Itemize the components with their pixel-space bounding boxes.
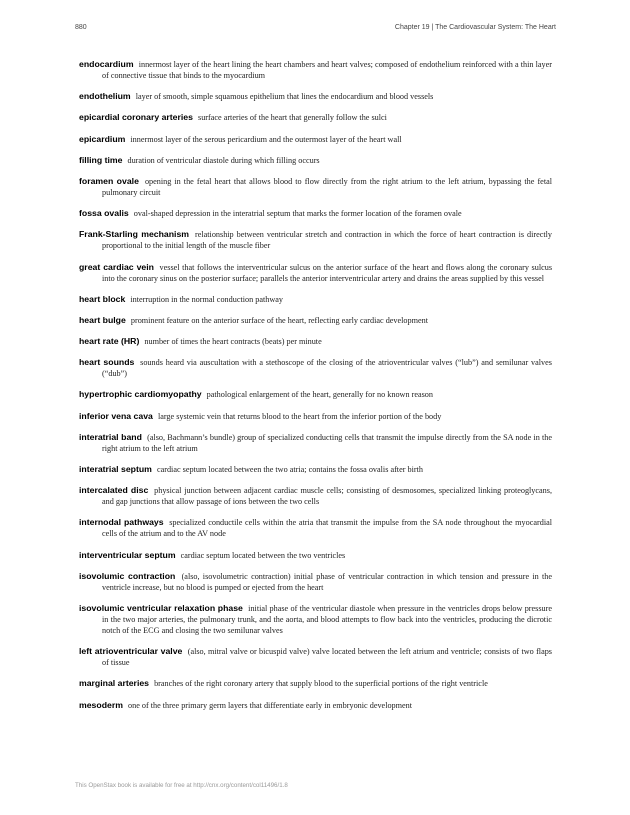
glossary-entry (79, 517, 552, 539)
glossary-term: heart sounds (79, 357, 135, 368)
glossary-entry (79, 91, 552, 102)
glossary-definition: branches of the right coronary artery that supply blood to the superficial portions of the right ventricle (154, 679, 488, 689)
glossary-entry (79, 646, 552, 668)
glossary-term: filling time (79, 154, 123, 165)
glossary-definition: pathological enlargement of the heart, generally for no known reason (206, 390, 433, 400)
glossary-definition: surface arteries of the heart that generally follow the sulci (198, 113, 387, 123)
glossary-definition: specialized conductile cells within the atria that transmit the impulse from the SA node throughout the myocardial cells of the atrium and to the AV node (102, 518, 553, 539)
glossary-term: heart bulge (79, 314, 126, 325)
glossary-term: heart block (79, 293, 126, 304)
glossary-definition: relationship between ventricular stretch and contraction in which the force of heart contraction is directly proportional to the initial length of the muscle fiber (102, 230, 553, 251)
glossary-term: Frank-Starling mechanism (79, 229, 190, 240)
glossary-term: endocardium (79, 59, 134, 69)
glossary-definition: (also, mitral valve or bicuspid valve) valve located between the left atrium and ventricle; consists of two flaps of tissue (102, 647, 552, 668)
glossary-term: internodal pathways (79, 517, 164, 528)
glossary-definition: innermost layer of the serous pericardium and the outermost layer of the heart wall (130, 134, 402, 144)
glossary-definition: number of times the heart contracts (beats) per minute (144, 337, 322, 347)
glossary-entry (79, 432, 552, 454)
glossary-term: inferior vena cava (79, 410, 153, 421)
glossary-entry (79, 603, 552, 636)
glossary-term: interatrial septum (79, 464, 152, 474)
glossary-entry (79, 700, 552, 711)
glossary-entry (79, 550, 552, 561)
glossary-entry (79, 678, 552, 689)
glossary-definition: (also, Bachmann’s bundle) group of specialized conducting cells that transmit the impulse directly from the SA node in the right atrium to the left atrium (102, 432, 552, 453)
glossary-entry (79, 411, 552, 422)
glossary-entry (79, 357, 552, 379)
glossary-term: marginal arteries (79, 678, 150, 689)
glossary-entry (79, 389, 552, 400)
glossary-term: endothelium (79, 91, 131, 102)
glossary-term: left atrioventricular valve (79, 646, 183, 657)
glossary-definition: one of the three primary germ layers that differentiate early in embryonic development (128, 700, 413, 710)
glossary-definition: innermost layer of the heart lining the heart chambers and heart valves; composed of endothelium reinforced with a thin layer of connective tissue that binds to the myocardium (102, 60, 553, 80)
glossary-definition: cardiac septum located between the two ventricles (180, 550, 346, 560)
glossary-definition: initial phase of the ventricular diastole when pressure in the ventricles drops below pressure in the two major arteries, the pulmonary trunk, and the aorta, and blood attempts to flow back into the ventricles, producing the dicrotic notch of the ECG and closing the two semilunar valves (102, 603, 552, 635)
glossary-entry (79, 134, 552, 145)
glossary-term: interventricular septum (79, 549, 176, 560)
glossary-term: fossa ovalis (79, 208, 129, 219)
glossary-term: isovolumic contraction (79, 570, 176, 581)
glossary-definition: prominent feature on the anterior surface of the heart, reflecting early cardiac development (130, 315, 428, 325)
glossary-entry (79, 112, 552, 123)
glossary-definition: vessel that follows the interventricular sulcus on the anterior surface of the heart and flows along the coronary sulcus into the coronary sinus on the posterior surface; parallels the anterior interventricular artery and drains the areas supplied by this vessel (102, 262, 553, 283)
glossary-entry (79, 464, 552, 475)
glossary-term: isovolumic ventricular relaxation phase (79, 602, 243, 613)
glossary-definition: oval-shaped depression in the interatrial septum that marks the former location of the foramen ovale (133, 209, 462, 219)
glossary-definition: cardiac septum located between the two atria; contains the fossa ovalis after birth (156, 465, 423, 474)
glossary-term: heart rate (HR) (79, 336, 140, 347)
glossary-entry (79, 176, 552, 198)
glossary-definition: layer of smooth, simple squamous epithelium that lines the endocardium and blood vessels (135, 92, 434, 102)
glossary-term: mesoderm (79, 699, 123, 710)
glossary-entry (79, 336, 552, 347)
glossary-definition: large systemic vein that returns blood to the heart from the inferior portion of the body (157, 411, 442, 421)
glossary-term: epicardium (79, 133, 126, 144)
glossary-entry (79, 208, 552, 219)
glossary-entry (79, 262, 552, 284)
glossary-definition: opening in the fetal heart that allows blood to flow directly from the right atrium to the left atrium, bypassing the fetal pulmonary circuit (102, 176, 553, 197)
running-head: Chapter 19 | The Cardiovascular System: The Heart (394, 24, 556, 31)
glossary-list (79, 59, 552, 721)
page-footer: This OpenStax book is available for free at http://cnx.org/content/col11496/1.8 (75, 782, 288, 789)
glossary-term: intercalated disc (79, 485, 149, 496)
glossary-definition: (also, isovolumetric contraction) initial phase of ventricular contraction in which tension and pressure in the ventricle increase, but no blood is pumped or ejected from the heart (102, 571, 552, 592)
glossary-definition: sounds heard via auscultation with a stethoscope of the closing of the atrioventricular valves (“lub”) and semilunar valves (“dub”) (102, 358, 552, 379)
glossary-definition: interruption in the normal conduction pathway (130, 294, 283, 304)
page-header (75, 24, 556, 36)
glossary-entry (79, 59, 552, 81)
glossary-term: interatrial band (79, 431, 142, 442)
glossary-entry (79, 155, 552, 166)
glossary-term: epicardial coronary arteries (79, 112, 193, 123)
glossary-entry (79, 315, 552, 326)
glossary-term: hypertrophic cardiomyopathy (79, 389, 202, 400)
glossary-definition: duration of ventricular diastole during which filling occurs (127, 155, 320, 165)
glossary-entry (79, 485, 552, 507)
page-number: 880 (75, 24, 87, 31)
glossary-definition: physical junction between adjacent cardiac muscle cells; consisting of desmosomes, specialized linking proteoglycans, and gap junctions that allow passage of ions between the two cells (102, 486, 552, 507)
glossary-entry (79, 294, 552, 305)
glossary-term: great cardiac vein (79, 261, 154, 272)
glossary-entry (79, 571, 552, 593)
glossary-entry (79, 229, 552, 251)
glossary-term: foramen ovale (79, 175, 139, 186)
